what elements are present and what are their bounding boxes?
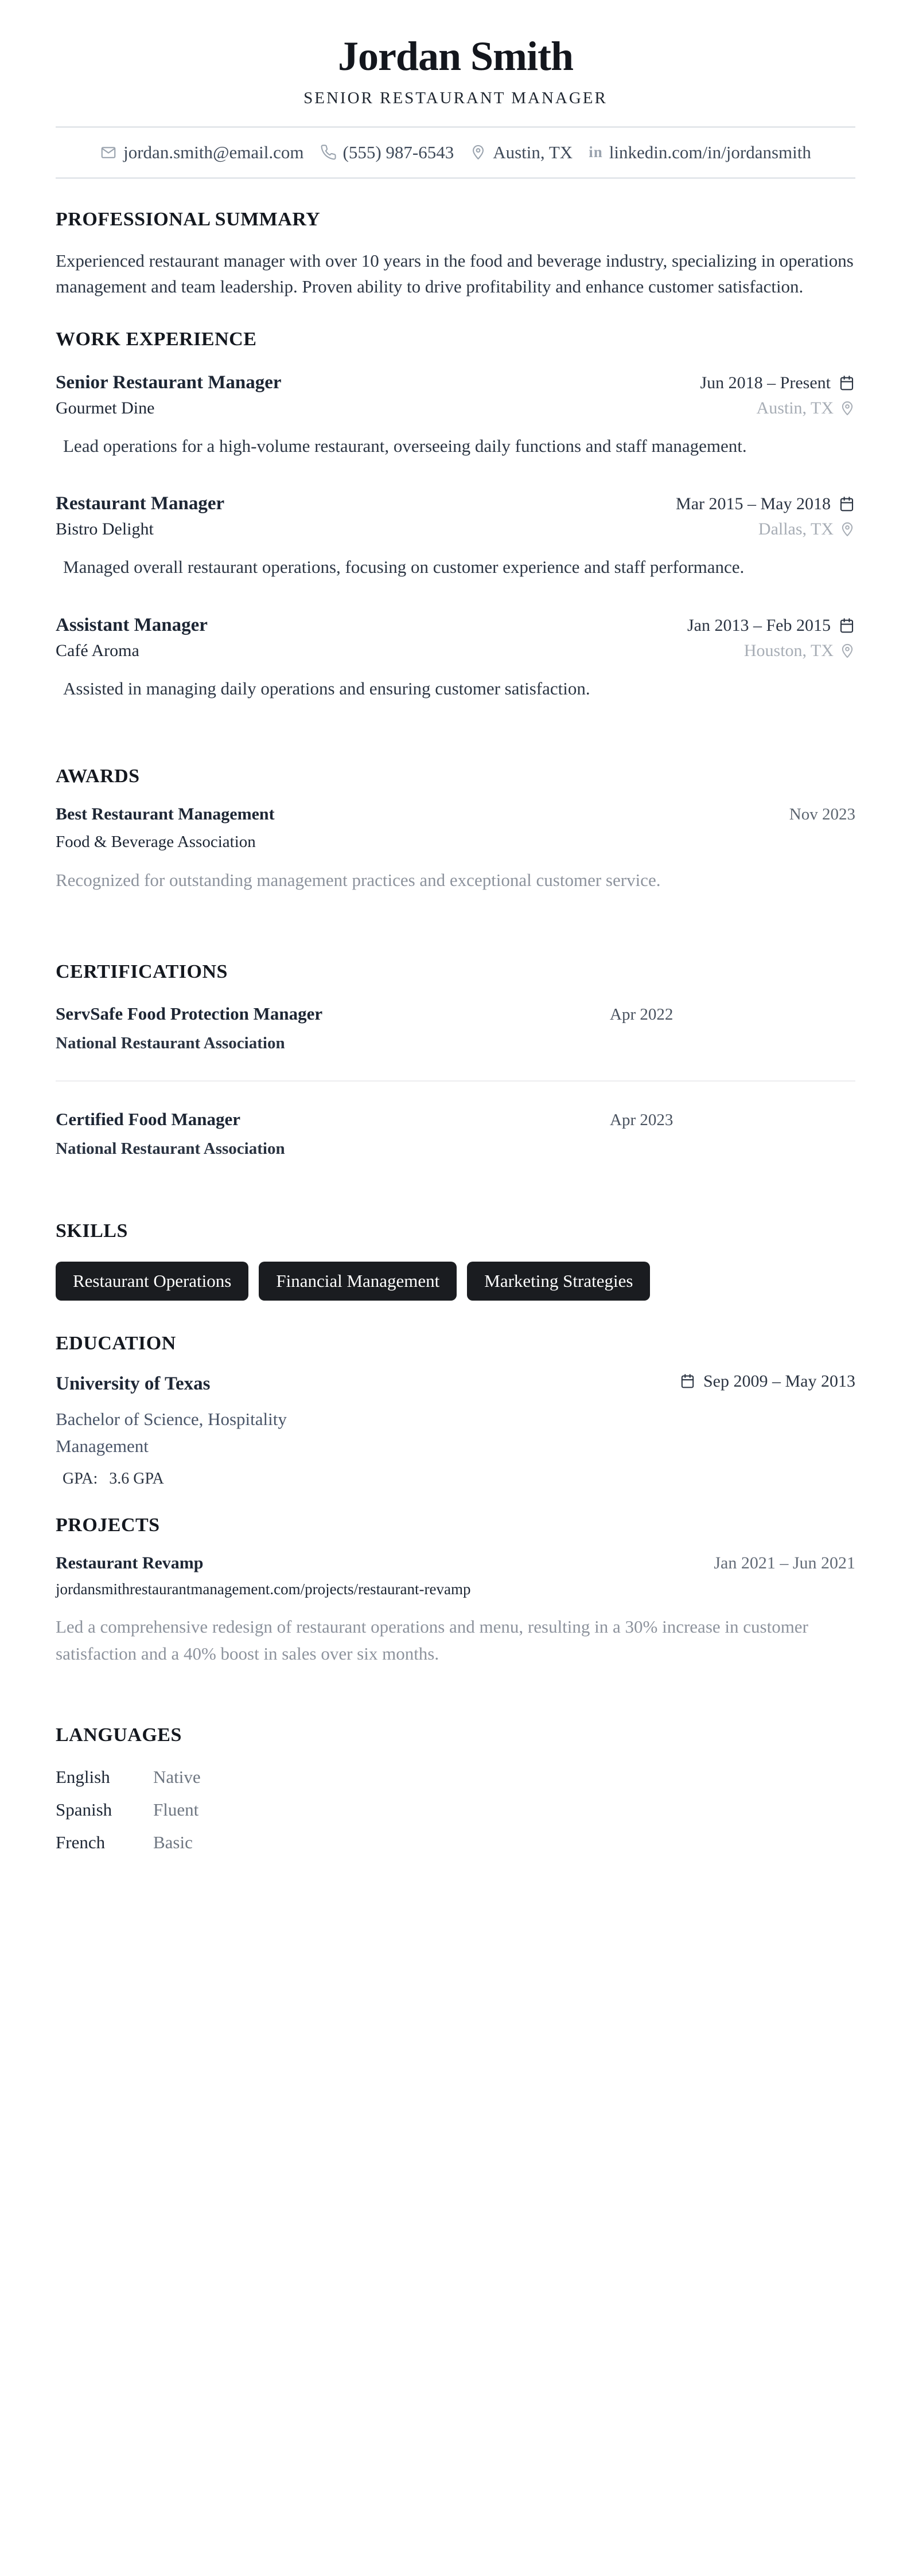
- certification-issuer: National Restaurant Association: [56, 1034, 285, 1053]
- certification-divider: [56, 1080, 855, 1082]
- job-company-row: [56, 641, 855, 661]
- skill-chip-list: [56, 1262, 855, 1300]
- location-pin-icon: [839, 521, 855, 537]
- job-company: Bistro Delight: [56, 520, 154, 539]
- job-dates: [687, 616, 855, 635]
- award-title: Best Restaurant Management: [56, 805, 275, 824]
- award-issuer: Food & Beverage Association: [56, 833, 256, 852]
- summary-text: Experienced restaurant manager with over 10 years in the food and beverage industry, specializing in operations management and team leadership. Proven ability to drive profitability and enhance customer satisfaction.: [56, 250, 854, 297]
- project-title-row: [56, 1554, 855, 1573]
- section-work-experience: [56, 329, 855, 702]
- certification-name: ServSafe Food Protection Manager: [56, 1004, 323, 1024]
- phone-icon: [320, 144, 337, 161]
- school-name: University of Texas: [56, 1373, 211, 1395]
- job-company: Gourmet Dine: [56, 398, 155, 417]
- section-professional-summary: [56, 209, 855, 300]
- job-title: Senior Restaurant Manager: [56, 372, 282, 393]
- project-entry: [56, 1554, 855, 1667]
- job-location: [744, 641, 855, 661]
- language-table: [56, 1767, 855, 1853]
- contact-bar: [56, 128, 855, 177]
- job-dates: [676, 494, 855, 514]
- gpa-row: [56, 1470, 855, 1488]
- job-title-row: [56, 615, 855, 636]
- person-name: Jordan Smith: [337, 33, 574, 79]
- job-dates-text: Jun 2018 – Present: [700, 373, 831, 392]
- award-description: Recognized for outstanding management practices and exceptional customer service.: [56, 870, 661, 891]
- project-dates: Jan 2021 – Jun 2021: [714, 1554, 855, 1573]
- location-pin-icon: [839, 400, 855, 416]
- job-location: [757, 399, 855, 418]
- job-dates-text: Jan 2013 – Feb 2015: [687, 615, 831, 635]
- contact-linkedin-text: linkedin.com/in/jordansmith: [609, 142, 811, 162]
- job-company-row: [56, 399, 855, 418]
- certification-date: Apr 2023: [610, 1111, 673, 1130]
- project-url: jordansmithrestaurantmanagement.com/projects/restaurant-revamp: [56, 1580, 471, 1598]
- language-level: Fluent: [153, 1800, 199, 1820]
- award-entry: [56, 805, 855, 893]
- skill-chip: Marketing Strategies: [467, 1262, 650, 1300]
- certification-entry: [56, 1109, 855, 1158]
- job-company: Café Aroma: [56, 641, 139, 660]
- section-projects: [56, 1515, 855, 1667]
- education-heading: EDUCATION: [56, 1332, 176, 1354]
- language-level: Native: [153, 1767, 201, 1787]
- job-dates-text: Mar 2015 – May 2018: [676, 494, 831, 514]
- language-level: Basic: [153, 1832, 193, 1853]
- job-location: [758, 520, 855, 539]
- calendar-icon: [679, 1373, 696, 1390]
- job-location-text: Houston, TX: [743, 641, 834, 660]
- certification-issuer: National Restaurant Association: [56, 1139, 285, 1158]
- job-title: Assistant Manager: [56, 614, 208, 635]
- job-description: Managed overall restaurant operations, focusing on customer experience and staff performance.: [63, 557, 745, 577]
- skill-chip: Financial Management: [259, 1262, 457, 1300]
- calendar-icon: [838, 495, 855, 513]
- languages-heading: LANGUAGES: [56, 1724, 182, 1746]
- contact-linkedin: [589, 142, 811, 163]
- job-location-text: Austin, TX: [756, 398, 834, 417]
- certifications-heading: CERTIFICATIONS: [56, 961, 228, 983]
- project-description: Led a comprehensive redesign of restaurant operations and menu, resulting in a 30% increase in customer satisfaction and a 40% boost in sales over six months.: [56, 1617, 808, 1664]
- job-entry: [56, 615, 855, 702]
- language-name: English: [56, 1767, 110, 1787]
- contact-location: [470, 142, 573, 163]
- certification-name: Certified Food Manager: [56, 1109, 240, 1130]
- contact-email-text: jordan.smith@email.com: [123, 142, 304, 162]
- education-title-row: [56, 1372, 855, 1395]
- gpa-value: 3.6 GPA: [109, 1470, 164, 1488]
- award-title-row: [56, 805, 855, 824]
- certification-date: Apr 2022: [610, 1005, 673, 1024]
- job-title: Restaurant Manager: [56, 493, 225, 514]
- job-location-text: Dallas, TX: [758, 520, 834, 539]
- location-pin-icon: [470, 144, 486, 161]
- calendar-icon: [838, 617, 855, 634]
- degree: Bachelor of Science, Hospitality Management: [56, 1409, 287, 1456]
- job-dates: [700, 373, 856, 393]
- projects-heading: PROJECTS: [56, 1515, 160, 1536]
- contact-phone-text: (555) 987-6543: [342, 142, 454, 162]
- job-description: Lead operations for a high-volume restaurant, overseeing daily functions and staff management.: [63, 435, 747, 456]
- section-education: [56, 1333, 855, 1489]
- certification-entry: [56, 1004, 855, 1053]
- job-company-row: [56, 520, 855, 539]
- section-languages: [56, 1724, 855, 1853]
- header-divider-bottom: [56, 177, 855, 179]
- gpa-label: GPA:: [63, 1470, 98, 1488]
- language-name: French: [56, 1832, 106, 1853]
- location-pin-icon: [839, 643, 855, 659]
- project-name: Restaurant Revamp: [56, 1554, 204, 1573]
- section-skills: [56, 1220, 855, 1300]
- resume-header: [56, 33, 855, 179]
- contact-email: [100, 142, 303, 163]
- experience-heading: WORK EXPERIENCE: [56, 328, 257, 350]
- job-title-row: [56, 372, 855, 393]
- language-name: Spanish: [56, 1800, 112, 1820]
- job-entry: [56, 493, 855, 580]
- skill-chip: Restaurant Operations: [56, 1262, 248, 1300]
- skills-heading: SKILLS: [56, 1220, 128, 1242]
- summary-heading: PROFESSIONAL SUMMARY: [56, 208, 321, 230]
- job-description: Assisted in managing daily operations and ensuring customer satisfaction.: [63, 678, 590, 698]
- contact-location-text: Austin, TX: [493, 142, 573, 162]
- job-entry: [56, 372, 855, 459]
- contact-phone: [320, 142, 454, 163]
- email-icon: [100, 144, 117, 161]
- award-date: Nov 2023: [789, 805, 855, 824]
- section-certifications: [56, 961, 855, 1158]
- education-dates: [679, 1372, 855, 1391]
- section-awards: [56, 766, 855, 893]
- education-dates-text: Sep 2009 – May 2013: [703, 1371, 855, 1391]
- job-title-row: [56, 493, 855, 514]
- calendar-icon: [838, 374, 855, 392]
- linkedin-icon: in: [589, 143, 603, 161]
- person-job-title: SENIOR RESTAURANT MANAGER: [303, 88, 608, 107]
- awards-heading: AWARDS: [56, 766, 140, 787]
